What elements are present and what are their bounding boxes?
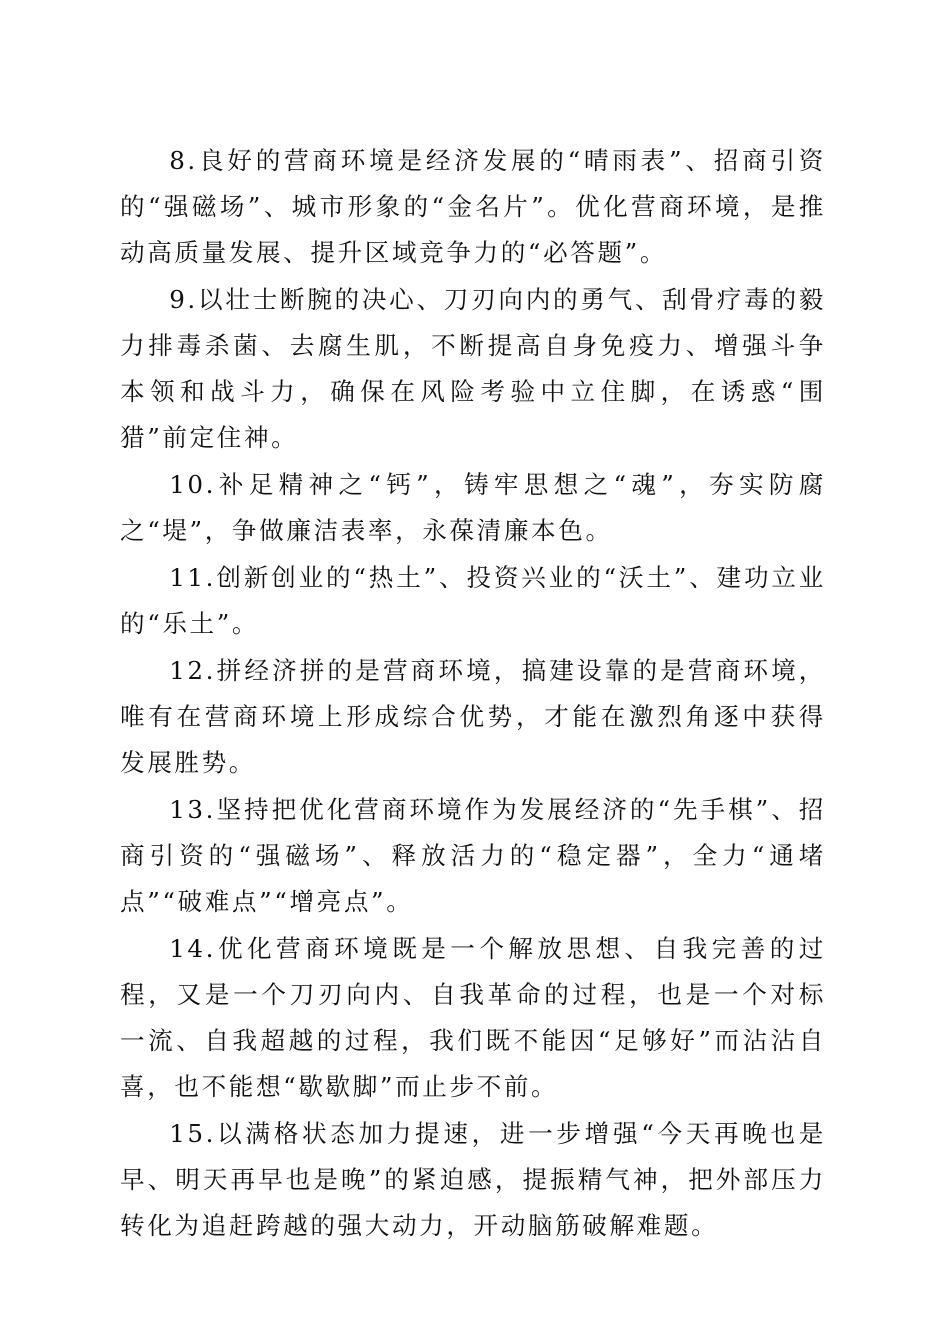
paragraph-15: 15.以满格状态加力提速，进一步增强“今天再晚也是早、明天再早也是晚”的紧迫感，提振精气神，把外部压力转化为追赶跨越的强大动力，开动脑筋破解难题。 [120, 1119, 826, 1240]
paragraph-11: 11.创新创业的“热土”、投资兴业的“沃土”、建功立业的“乐土”。 [120, 563, 826, 638]
paragraph-9: 9.以壮士断腕的决心、刀刃向内的勇气、刮骨疗毒的毅力排毒杀菌、去腐生肌，不断提高自身免疫力、增强斗争本领和战斗力，确保在风险考验中立住脚，在诱惑“围猎”前定住神。 [120, 285, 826, 452]
paragraph-10: 10.补足精神之“钙”，铸牢思想之“魂”，夯实防腐之“堤”，争做廉洁表率，永葆清廉本色。 [120, 470, 826, 545]
paragraph-12: 12.拼经济拼的是营商环境，搞建设靠的是营商环境，唯有在营商环境上形成综合优势，才能在激烈角逐中获得发展胜势。 [120, 656, 826, 777]
document-body [120, 138, 826, 1250]
paragraph-8: 8.良好的营商环境是经济发展的“晴雨表”、招商引资的“强磁场”、城市形象的“金名片”。优化营商环境，是推动高质量发展、提升区域竞争力的“必答题”。 [120, 146, 826, 267]
paragraph-14: 14.优化营商环境既是一个解放思想、自我完善的过程，又是一个刀刃向内、自我革命的过程，也是一个对标一流、自我超越的过程，我们既不能因“足够好”而沾沾自喜，也不能想“歇歇脚”而止步不前。 [120, 934, 826, 1101]
paragraph-13: 13.坚持把优化营商环境作为发展经济的“先手棋”、招商引资的“强磁场”、释放活力的“稳定器”，全力“通堵点”“破难点”“增亮点”。 [120, 795, 826, 916]
